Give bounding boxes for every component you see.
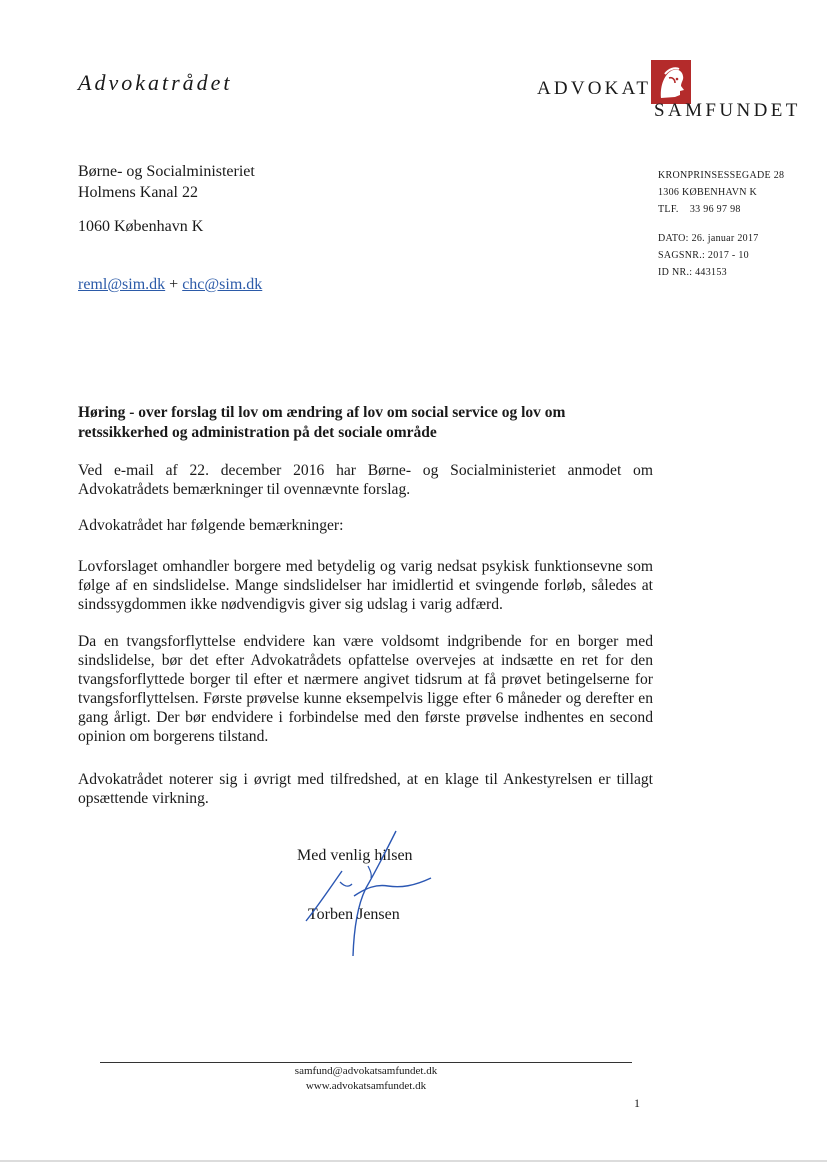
case-number: SAGSNR.: 2017 - 10 [658,250,749,261]
email-separator: + [165,276,183,293]
id-number: ID NR.: 443153 [658,267,727,278]
footer-divider [100,1062,632,1063]
signer-name: Torben Jensen [308,906,400,923]
body-paragraph: Da en tvangsforflyttelse endvidere kan være voldsomt indgribende for en borger med sindslidelse, bør det efter Advokatrådets opfattelse overvejes at indsætte en ret for den tvangsforflyttede borger til efter et nærmere angivet tidsrum at få prøvet betingelserne for tvangsforflyttelsen. Første prøvelse kunne eksempelvis ligge efter 6 måneder og derefter en gang årligt. Der bør endvidere i forbindelse med den første prøvelse indhentes en second opinion om borgerens tilstand. [78,633,653,745]
footer-website: www.advokatsamfundet.dk [305,1080,427,1092]
handwritten-signature [296,826,446,961]
page-number: 1 [634,1096,640,1110]
recipient-street: Holmens Kanal 22 [78,184,198,201]
sender-address: KRONPRINSESSEGADE 28 [658,170,785,181]
brand-name-line2: SAMFUNDET [654,100,801,121]
council-name: Advokatrådet [78,70,233,95]
recipient-zip-city: 1060 København K [78,218,204,235]
recipient-name: Børne- og Socialministeriet [78,163,255,180]
recipient-address [78,161,255,203]
scan-edge-line [0,1160,827,1162]
email-link-reml[interactable]: reml@sim.dk [78,276,166,293]
sender-contact-block [658,167,784,281]
letter-subject: Høring - over forslag til lov om ændring af lov om social service og lov om retssikkerhed og administration på det sociale område [78,404,566,441]
footer-email: samfund@advokatsamfundet.dk [294,1065,438,1077]
body-paragraph: Ved e-mail af 22. december 2016 har Børne- og Socialministeriet anmodet om Advokatrådets bemærkninger til ovennævnte forslag. [78,462,653,498]
body-paragraph: Lovforslaget omhandler borgere med betydelig og varig nedsat psykisk funktionsevne som følge af en sindslidelse. Mange sindslidelser har imidlertid et svingende forløb, således at sindssygdommen ikke nødvendigvis giver sig udslag i varig adfærd. [78,558,653,613]
letter-date: DATO: 26. januar 2017 [658,233,759,244]
closing-salutation: Med venlig hilsen [297,847,413,864]
brand-name-line1: ADVOKAT [537,78,652,99]
sender-city: 1306 KØBENHAVN K [658,187,758,198]
body-paragraph: Advokatrådet har følgende bemærkninger: [78,517,344,534]
recipient-emails [78,276,262,294]
body-paragraph: Advokatrådet noterer sig i øvrigt med tilfredshed, at en klage til Ankestyrelsen er tillagt opsættende virkning. [78,771,653,807]
sender-phone: TLF. 33 96 97 98 [658,204,741,215]
email-link-chc[interactable]: chc@sim.dk [182,276,263,293]
helmeted-head-logo-icon [651,60,691,104]
